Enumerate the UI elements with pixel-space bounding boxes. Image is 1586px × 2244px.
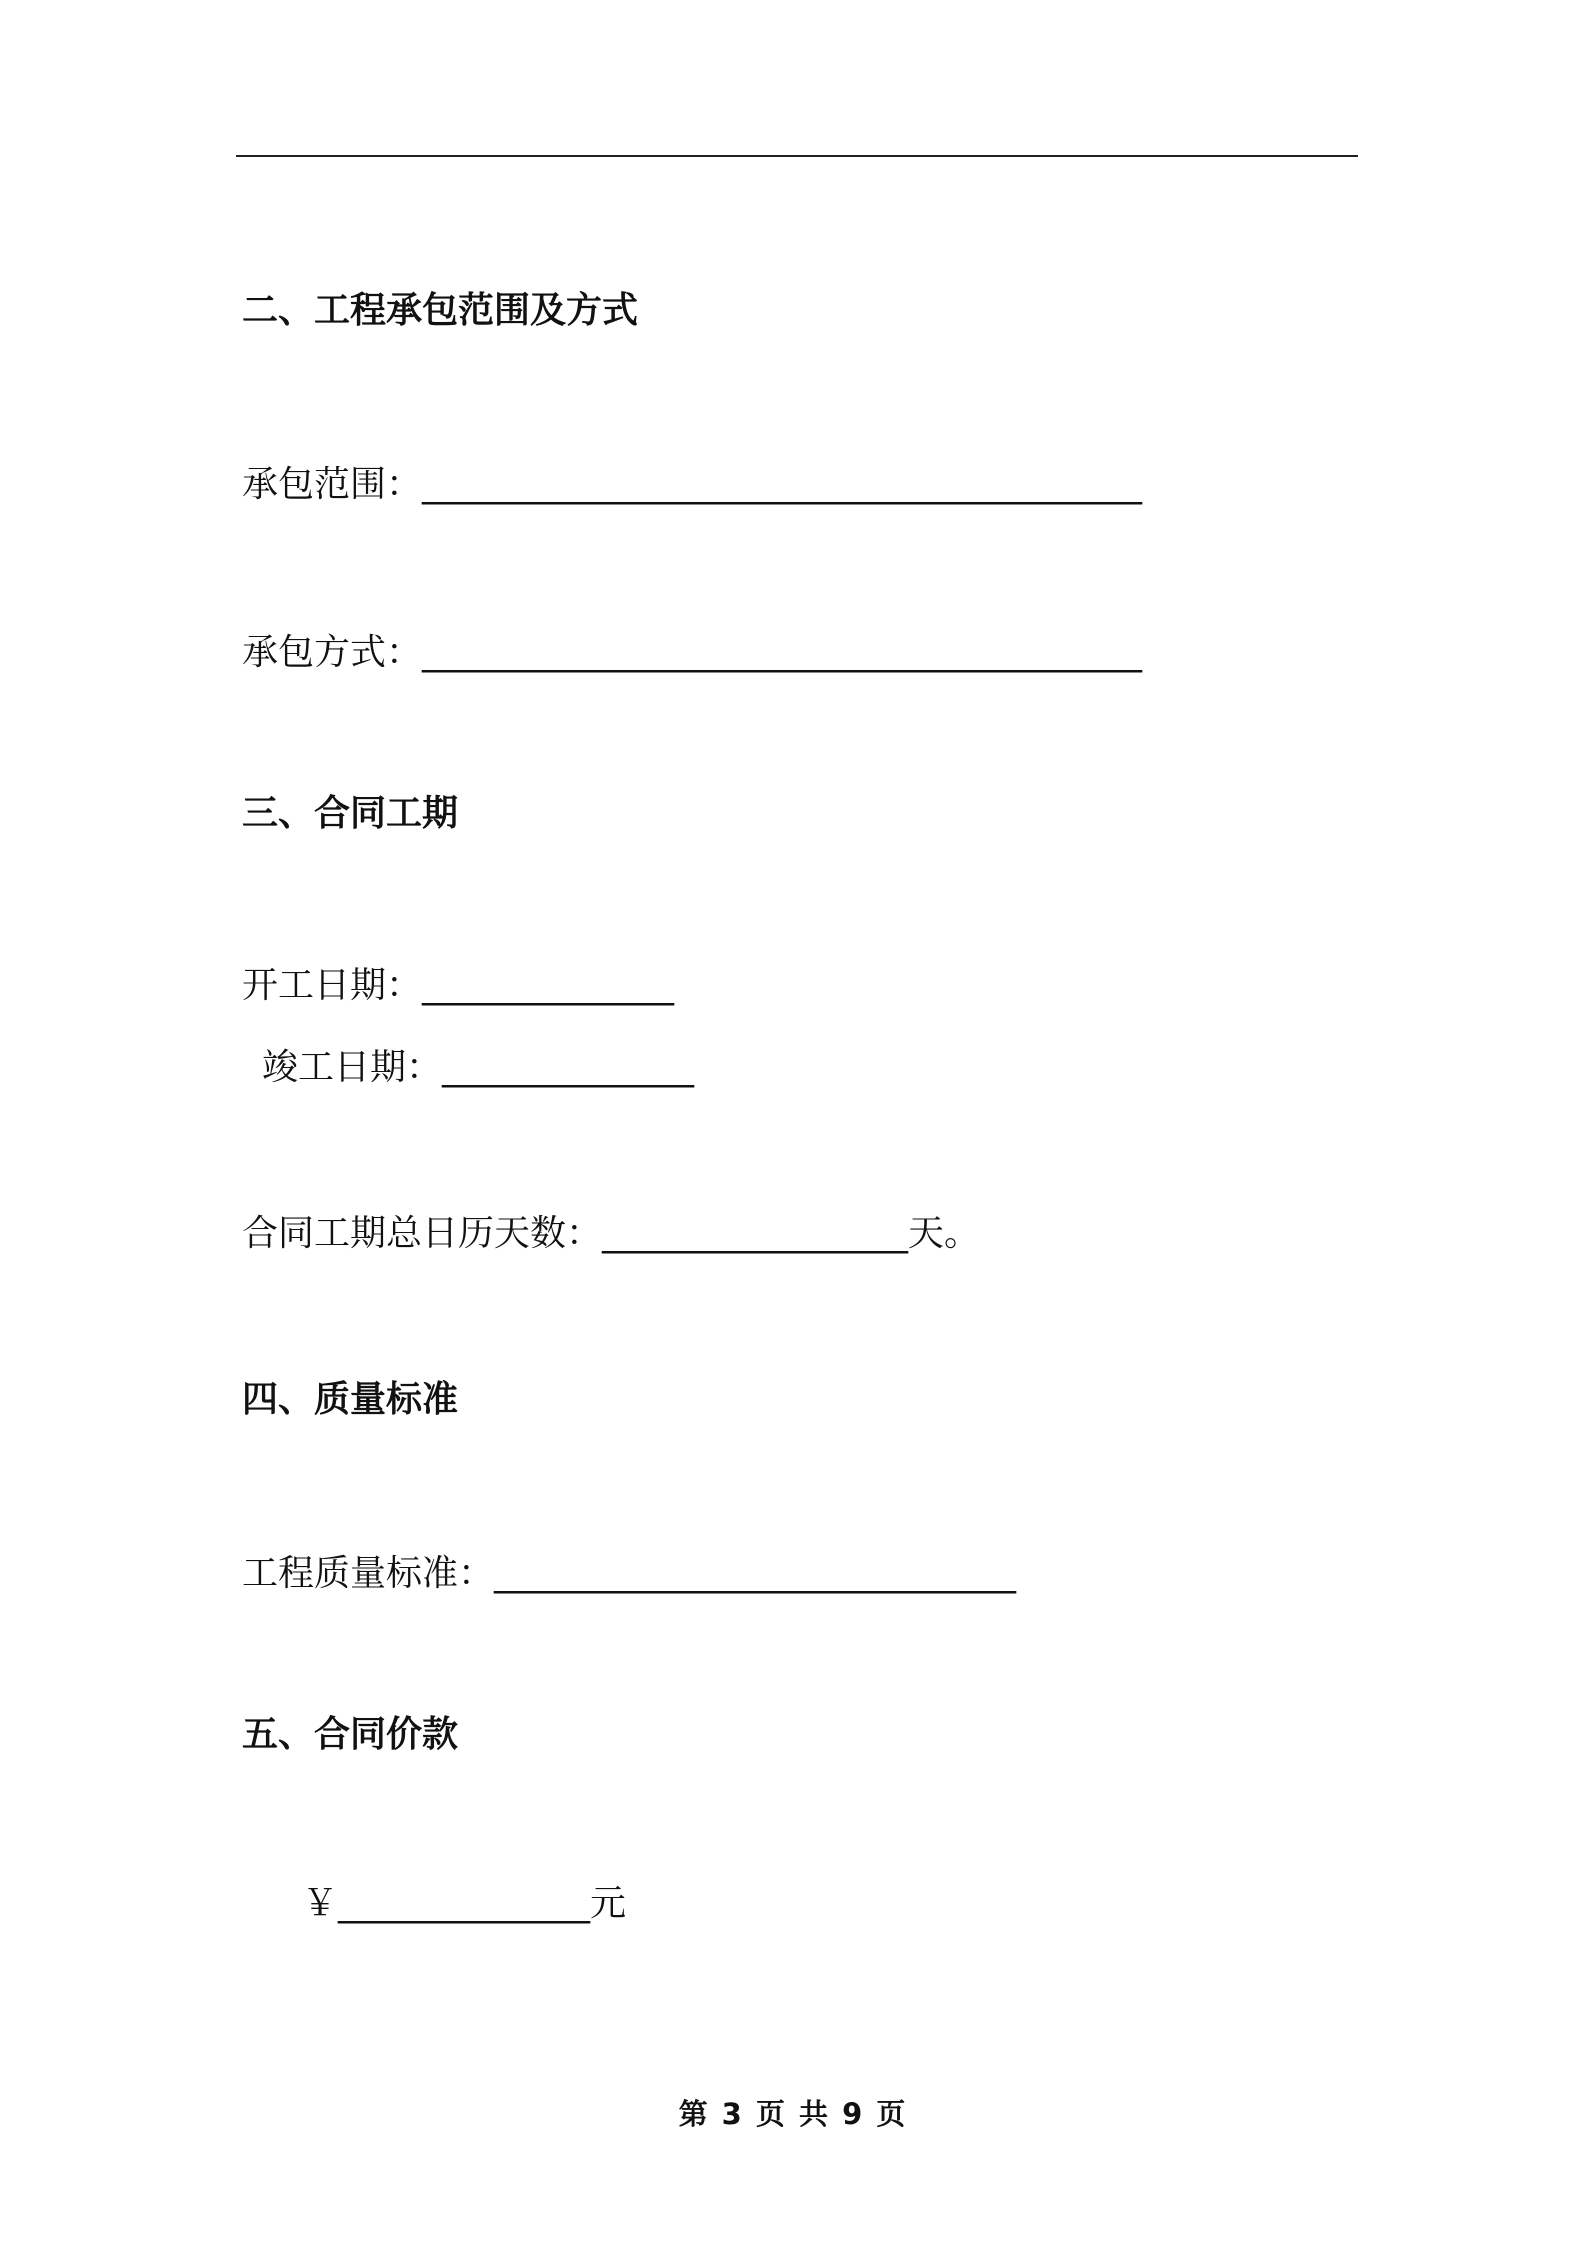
header-rule: [236, 155, 1358, 157]
end-date-field: [262, 1044, 694, 1092]
section-title: 三、合同工期: [242, 793, 459, 834]
quality-label: 工程质量标准：: [242, 1553, 495, 1594]
method-blank[interactable]: ________________________________________: [422, 632, 1143, 673]
page-number: 第 3 页 共 9 页: [678, 2097, 908, 2131]
end-date-label: 竣工日期：: [262, 1047, 443, 1088]
start-date-label: 开工日期：: [242, 965, 423, 1006]
scope-label: 承包范围：: [242, 464, 423, 505]
scope-blank[interactable]: ________________________________________: [422, 464, 1143, 505]
section-heading-price: [242, 1711, 458, 1759]
price-unit: 元: [590, 1883, 627, 1924]
page-footer: [0, 2094, 1586, 2134]
method-label: 承包方式：: [242, 632, 423, 673]
section-heading-period: [242, 790, 458, 838]
section-title: 五、合同价款: [242, 1714, 459, 1755]
quality-field: [242, 1550, 1016, 1598]
price-field: [302, 1880, 626, 1928]
section-heading-quality: [242, 1376, 458, 1424]
total-days-blank[interactable]: _________________: [602, 1213, 909, 1254]
currency-symbol: ￥: [302, 1883, 339, 1924]
quality-blank[interactable]: _____________________________: [494, 1553, 1017, 1594]
scope-field: [242, 461, 1142, 509]
section-title: 二、工程承包范围及方式: [242, 290, 639, 331]
price-blank[interactable]: ______________: [338, 1883, 591, 1924]
section-title: 四、质量标准: [242, 1379, 459, 1420]
start-date-blank[interactable]: ______________: [422, 965, 675, 1006]
total-days-suffix: 天。: [908, 1213, 981, 1254]
section-heading-scope: [242, 287, 638, 335]
start-date-field: [242, 962, 674, 1010]
total-days-field: [242, 1210, 980, 1258]
total-days-label: 合同工期总日历天数：: [242, 1213, 603, 1254]
method-field: [242, 629, 1142, 677]
end-date-blank[interactable]: ______________: [442, 1047, 695, 1088]
